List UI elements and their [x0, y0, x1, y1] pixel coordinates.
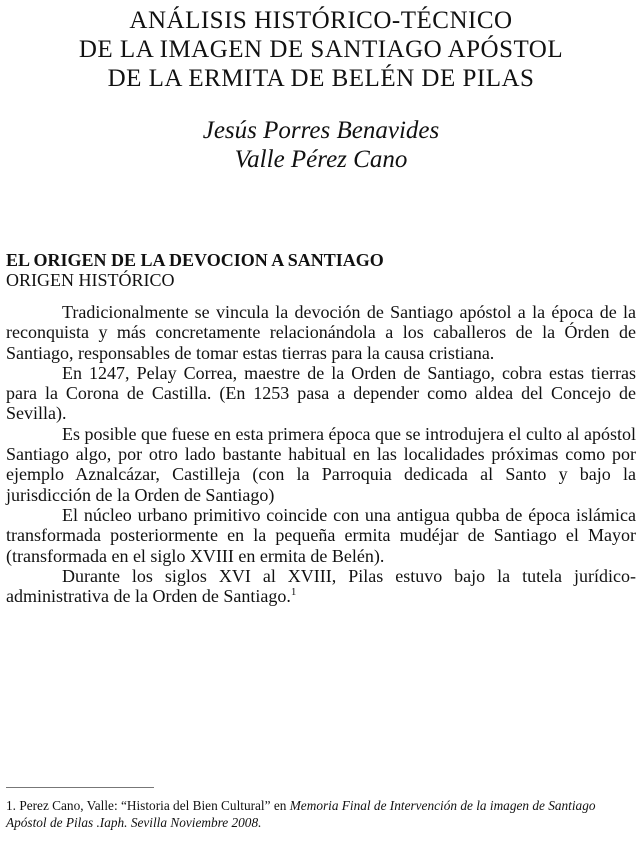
footnote-text: Perez Cano, Valle: “Historia del Bien Cultural” en [19, 798, 287, 813]
paragraph: En 1247, Pelay Correa, maestre de la Orden de Santiago, cobra estas tierras para la Corona de Castilla. (En 1253 pasa a depender como aldea del Concejo de Sevilla). [6, 362, 636, 424]
footnote-marker: 1 [290, 586, 297, 599]
footnote-divider [6, 787, 154, 788]
section-subtitle: ORIGEN HISTÓRICO [6, 270, 175, 290]
authors [6, 116, 636, 174]
paragraph: Es posible que fuese en esta primera época que se introdujera el culto al apóstol Santiago algo, por otro lado bastante habitual en las localidades próximas como por ejemplo Aznalcázar, Castilleja (con la Parroquia dedicada al Santo y bajo la jurisdicción de la Orden de Santiago) [6, 423, 636, 505]
section-title: EL ORIGEN DE LA DEVOCION A SANTIAGO [6, 250, 384, 270]
paragraph: Tradicionalmente se vincula la devoción de Santiago apóstol a la época de la reconquista y más concretamente relacionándola a los caballeros de la Órden de Santiago, responsables de tomar estas tierras para la causa cristiana. [6, 302, 636, 363]
footnote-source: Memoria Final de Intervención de la imagen de Santiago Apóstol de Pilas .Iaph. Sevilla Noviembre 2008. [6, 798, 596, 830]
footnote [6, 797, 636, 831]
title-line-3: DE LA ERMITA DE BELÉN DE PILAS [107, 65, 535, 92]
author-1: Jesús Porres Benavides [202, 117, 440, 144]
paragraph-text: Durante los siglos XVI al XVIII, Pilas estuvo bajo la tutela jurídico-administrativa de la Orden de Santiago. [6, 565, 636, 607]
page [6, 6, 636, 606]
paragraph [6, 566, 636, 607]
footnote-number: 1. [6, 798, 16, 813]
footnotes [6, 787, 636, 831]
title-line-2: DE LA IMAGEN DE SANTIAGO APÓSTOL [78, 36, 564, 63]
title-line-1: ANÁLISIS HISTÓRICO-TÉCNICO [129, 7, 513, 34]
section-heading [6, 250, 636, 290]
author-2: Valle Pérez Cano [234, 146, 408, 173]
body-text [6, 302, 636, 606]
article-title [6, 6, 636, 93]
paragraph: El núcleo urbano primitivo coincide con una antigua qubba de época islámica transformada posteriormente en la pequeña ermita mudéjar de Santiago el Mayor (transformada en el siglo XVIII en ermita de Belén). [6, 504, 636, 566]
